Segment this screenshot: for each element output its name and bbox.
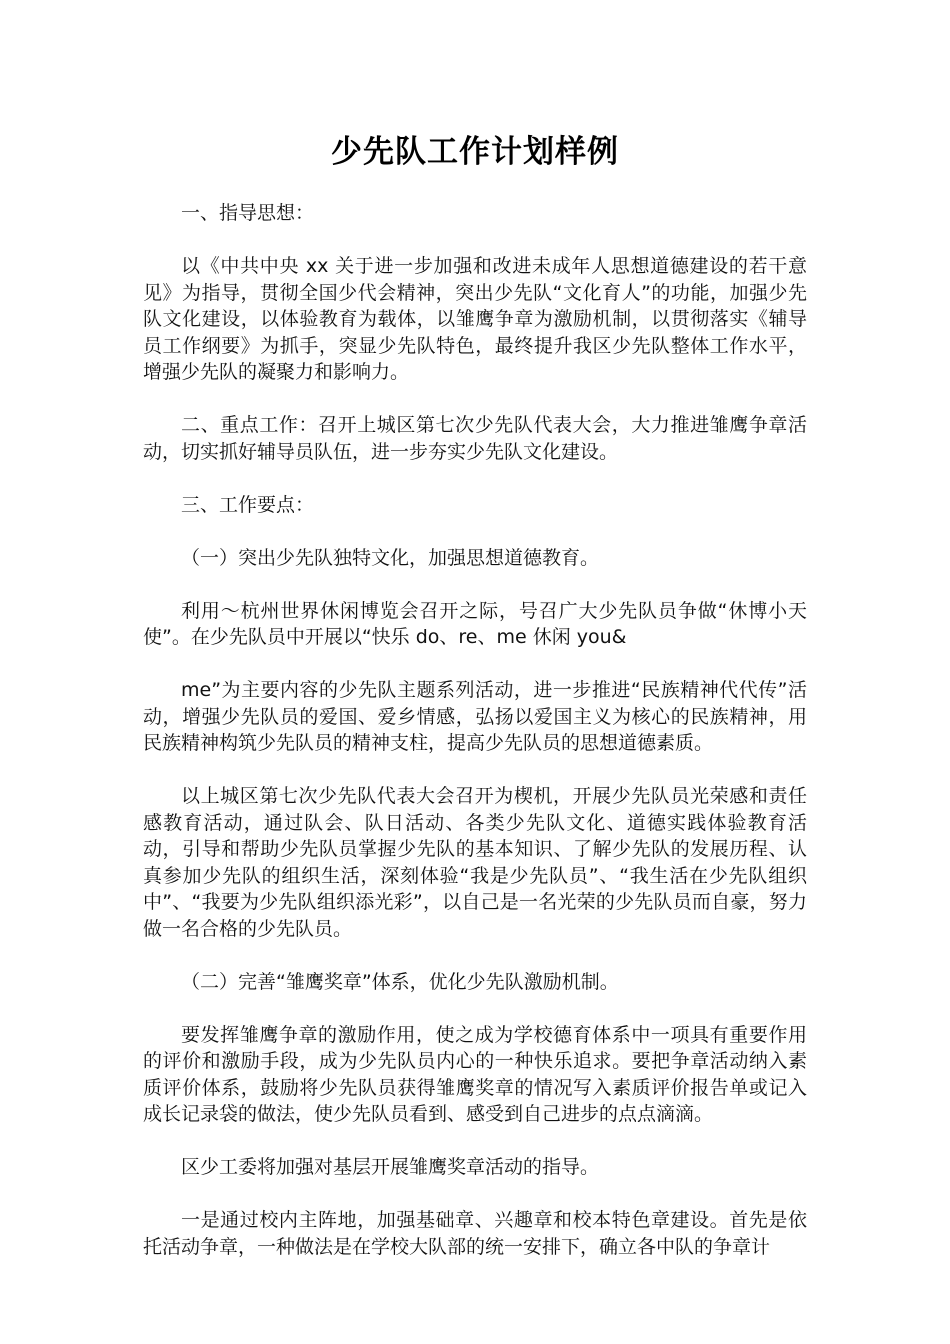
paragraph-national-spirit: me”为主要内容的少先队主题系列活动，进一步推进“民族精神代代传”活动，增强少先队员的爱国、爱乡情感，弘扬以爱国主义为核心的民族精神，用民族精神构筑少先队员的精神支柱，提高少先队员的思想道德素质。	[143, 679, 807, 754]
paragraph-subheading-2: （二）完善“雏鹰奖章”体系，优化少先队激励机制。	[181, 970, 619, 993]
document-body	[143, 200, 807, 1287]
paragraph-subheading-1: （一）突出少先队独特文化，加强思想道德教育。	[181, 546, 600, 569]
paragraph-medal-incentive: 要发挥雏鹰争章的激励作用，使之成为学校德育体系中一项具有重要作用的评价和激励手段，成为少先队员内心的一种快乐追求。要把争章活动纳入素质评价体系，鼓励将少先队员获得雏鹰奖章的情况写入素质评价报告单或记入成长记录袋的做法，使少先队员看到、感受到自己进步的点点滴滴。	[143, 1023, 807, 1125]
paragraph-guiding-ideology: 以《中共中央 xx 关于进一步加强和改进未成年人思想道德建设的若干意见》为指导，贯彻全国少代会精神，突出少先队“文化育人”的功能，加强少先队文化建设，以体验教育为载体，以雏鹰争章为激励机制，以贯彻落实《辅导员工作纲要》为抓手，突显少先队特色，最终提升我区少先队整体工作水平，增强少先队的凝聚力和影响力。	[143, 255, 807, 383]
paragraph-work-points-heading: 三、工作要点：	[181, 493, 315, 516]
document-title: 少先队工作计划样例	[331, 134, 619, 170]
paragraph-congress-education: 以上城区第七次少先队代表大会召开为楔机，开展少先队员光荣感和责任感教育活动，通过队会、队日活动、各类少先队文化、道德实践体验教育活动，引导和帮助少先队员掌握少先队的基本知识、了解少先队的发展历程、认真参加少先队的组织生活，深刻体验“我是少先队员”、“我生活在少先队组织中”、“我要为少先队组织添光彩”，以自己是一名光荣的少先队员而自豪，努力做一名合格的少先队员。	[143, 785, 807, 940]
paragraph-expo-activity: 利用～杭州世界休闲博览会召开之际，号召广大少先队员争做“休博小天使”。在少先队员中开展以“快乐 do、re、me 休闲 you&	[143, 599, 807, 648]
paragraph-guiding-ideology-heading: 一、指导思想：	[181, 202, 315, 224]
paragraph-school-medals: 一是通过校内主阵地，加强基础章、兴趣章和校本特色章建设。首先是依托活动争章，一种做法是在学校大队部的统一安排下，确立各中队的争章计	[143, 1209, 807, 1258]
paragraph-key-work: 二、重点工作：召开上城区第七次少先队代表大会，大力推进雏鹰争章活动，切实抓好辅导员队伍，进一步夯实少先队文化建设。	[143, 414, 807, 463]
paragraph-district-guidance: 区少工委将加强对基层开展雏鹰奖章活动的指导。	[181, 1156, 600, 1178]
